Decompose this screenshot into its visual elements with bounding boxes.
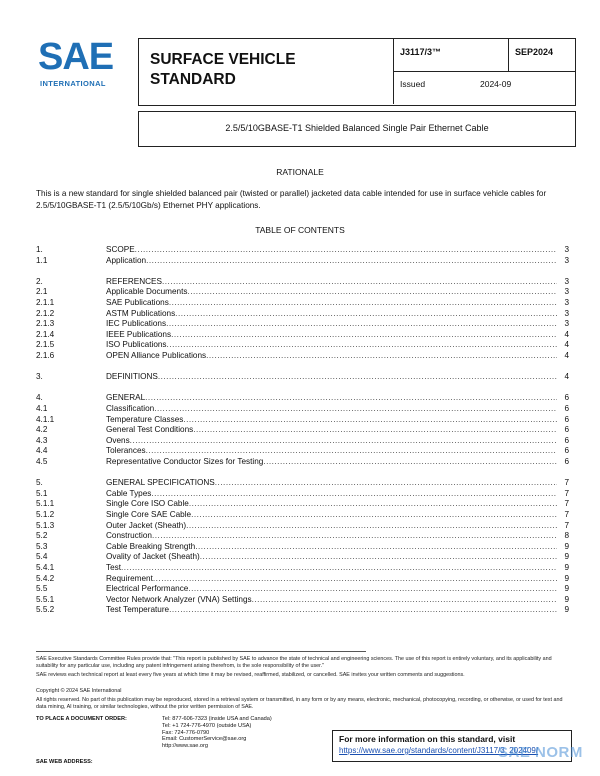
toc-leader-dots xyxy=(151,489,557,499)
toc-entry-number: 5.3 xyxy=(36,541,48,551)
toc-entry-number: 4.4 xyxy=(36,446,48,456)
toc-entry[interactable] xyxy=(36,605,569,615)
toc-entry-title: Classification xyxy=(106,404,155,413)
toc-entry-number: 5.1.1 xyxy=(36,499,55,509)
toc-leader-dots xyxy=(146,256,557,266)
toc-entry-page: 9 xyxy=(564,584,569,594)
header-divider xyxy=(393,71,575,72)
toc-entry-number: 4.5 xyxy=(36,457,48,466)
toc-entry-title: Outer Jacket (Sheath) xyxy=(106,520,187,530)
toc-entry-page: 4 xyxy=(564,351,569,360)
toc-entry-number: 5.1 xyxy=(36,488,48,498)
toc-entry-page: 9 xyxy=(564,563,569,572)
title-line-2: STANDARD xyxy=(150,71,236,88)
toc-leader-dots xyxy=(187,287,557,297)
toc-leader-dots xyxy=(200,552,557,562)
toc-entry-title: Tolerances xyxy=(106,446,146,456)
toc-leader-dots xyxy=(252,595,557,605)
toc-entry-page: 8 xyxy=(564,531,569,541)
toc-entry-number: 2.1.1 xyxy=(36,298,55,307)
toc-leader-dots xyxy=(175,309,557,319)
email-address: Email: CustomerService@sae.org xyxy=(162,736,247,743)
toc-entry-number: 2.1 xyxy=(36,287,48,297)
toc-entry-page: 3 xyxy=(564,298,569,307)
toc-entry[interactable] xyxy=(36,552,569,562)
toc-leader-dots xyxy=(206,351,557,361)
toc-entry-number: 5.2 xyxy=(36,531,48,541)
toc-leader-dots xyxy=(193,425,557,435)
toc-entry[interactable] xyxy=(36,404,569,414)
toc-entry[interactable] xyxy=(36,351,569,361)
toc-entry-page: 7 xyxy=(564,499,569,509)
toc-entry-page: 6 xyxy=(564,393,569,403)
toc-entry[interactable] xyxy=(36,531,569,541)
document-subtitle: 2.5/5/10GBASE-T1 Shielded Balanced Single Pair Ethernet Cable xyxy=(225,123,489,133)
toc-entry-title: Vector Network Analyzer (VNA) Settings xyxy=(106,594,252,604)
toc-entry[interactable] xyxy=(36,340,569,350)
toc-entry-page: 9 xyxy=(564,605,569,615)
toc-entry-number: 4.2 xyxy=(36,425,48,435)
toc-entry[interactable] xyxy=(36,287,569,297)
toc-leader-dots xyxy=(146,446,557,456)
toc-entry-number: 4.1.1 xyxy=(36,414,55,424)
toc-entry[interactable] xyxy=(36,436,569,446)
toc-leader-dots xyxy=(186,521,557,531)
toc-entry-title: ISO Publications xyxy=(106,340,167,350)
toc-entry-page: 6 xyxy=(564,435,569,445)
toc-entry-page: 6 xyxy=(564,425,569,435)
toc-entry-number: 1.1 xyxy=(36,255,48,265)
toc-leader-dots xyxy=(167,340,557,350)
toc-entry-title: SCOPE xyxy=(106,245,135,254)
toc-entry-title: Applicable Documents xyxy=(106,287,188,297)
document-number: J3117/3™ xyxy=(400,47,442,57)
sae-logo-subtext: INTERNATIONAL xyxy=(40,79,106,88)
phone-domestic: Tel: 877-606-7323 (inside USA and Canada) xyxy=(162,716,272,722)
toc-entry[interactable] xyxy=(36,563,569,573)
toc-leader-dots xyxy=(130,436,557,446)
toc-entry[interactable] xyxy=(36,277,569,287)
footer-review-text: SAE reviews each technical report at least every five years at which time it may be revised, reaffirmed, stabilized, or cancelled. SAE invites your written comments and suggestions. xyxy=(36,672,465,678)
toc-entry-number: 5.5 xyxy=(36,584,48,594)
toc-entry-number: 5.5.1 xyxy=(36,594,55,604)
toc-entry-page: 3 xyxy=(564,245,569,254)
toc-entry-number: 5.5.2 xyxy=(36,605,55,615)
toc-leader-dots xyxy=(195,542,557,552)
toc-entry-title: Ovality of Jacket (Sheath) xyxy=(106,552,200,562)
toc-entry-number: 2.1.6 xyxy=(36,351,55,360)
toc-entry-number: 2.1.4 xyxy=(36,329,55,339)
toc-entry-title: Ovens xyxy=(106,435,130,445)
toc-leader-dots xyxy=(191,510,557,520)
order-label: TO PLACE A DOCUMENT ORDER: xyxy=(36,716,127,722)
toc-entry-title: Single Core ISO Cable xyxy=(106,499,189,509)
document-type-title xyxy=(150,50,296,90)
toc-entry-page: 9 xyxy=(564,594,569,604)
toc-entry-number: 5.4.2 xyxy=(36,573,55,583)
toc-entry-page: 4 xyxy=(564,329,569,339)
toc-entry-page: 6 xyxy=(564,446,569,456)
toc-entry[interactable] xyxy=(36,372,569,382)
watermark: SAE NORM xyxy=(498,744,583,761)
toc-leader-dots xyxy=(189,499,557,509)
toc-entry-title: GENERAL xyxy=(106,393,146,403)
order-contacts xyxy=(162,716,272,750)
toc-entry-page: 6 xyxy=(564,457,569,466)
toc-entry-page: 6 xyxy=(564,414,569,424)
toc-entry-title: Test Temperature xyxy=(106,605,170,615)
fax-number: Fax: 724-776-0790 xyxy=(162,729,210,736)
toc-entry[interactable] xyxy=(36,309,569,319)
more-info-title: For more information on this standard, visit xyxy=(339,734,516,744)
toc-entry-page: 9 xyxy=(564,541,569,551)
toc-entry-title: Requirement xyxy=(106,573,153,583)
toc-leader-dots xyxy=(188,584,557,594)
toc-entry-page: 7 xyxy=(564,478,569,488)
toc-entry[interactable] xyxy=(36,584,569,594)
toc-entry-title: Representative Conductor Sizes for Testing xyxy=(106,457,264,466)
toc-entry[interactable] xyxy=(36,595,569,605)
toc-entry-page: 6 xyxy=(564,404,569,413)
toc-entry-number: 5.4 xyxy=(36,552,48,562)
toc-entry-title: SAE Publications xyxy=(106,298,169,307)
toc-leader-dots xyxy=(169,605,557,615)
toc-entry[interactable] xyxy=(36,521,569,531)
toc-entry-page: 3 xyxy=(564,308,569,318)
toc-entry[interactable] xyxy=(36,319,569,329)
issued-label: Issued xyxy=(400,79,426,89)
toc-entry[interactable] xyxy=(36,393,569,403)
toc-leader-dots xyxy=(169,298,557,308)
toc-leader-dots xyxy=(263,457,557,467)
toc-entry-number: 3. xyxy=(36,372,43,382)
toc-entry[interactable] xyxy=(36,478,569,488)
toc-entry-page: 3 xyxy=(564,319,569,329)
rationale-text: This is a new standard for single shielded balanced pair (twisted or parallel) jacketed data cable intended for use in surface vehicle cables for 2.5/5/10GBASE-T1 (2.5/5/10Gb/s) Ethernet PHY applications. xyxy=(36,189,547,210)
toc-entry-title: General Test Conditions xyxy=(106,425,194,435)
toc-leader-dots xyxy=(152,531,557,541)
toc-entry[interactable] xyxy=(36,256,569,266)
toc-heading: TABLE OF CONTENTS xyxy=(255,225,345,235)
more-info-link[interactable]: https://www.sae.org/standards/content/J3117/3_202409/ xyxy=(339,746,539,755)
toc-leader-dots xyxy=(135,245,557,255)
toc-entry-title: Test xyxy=(106,563,122,572)
toc-entry-title: Cable Types xyxy=(106,488,152,498)
toc-entry-page: 7 xyxy=(564,520,569,530)
toc-entry-title: Temperature Classes xyxy=(106,414,184,424)
toc-entry[interactable] xyxy=(36,499,569,509)
toc-entry-number: 2.1.5 xyxy=(36,340,55,350)
phone-international: Tel: +1 724-776-4970 (outside USA) xyxy=(162,722,252,729)
web-address[interactable]: http://www.sae.org xyxy=(162,743,209,750)
web-label: SAE WEB ADDRESS: xyxy=(36,759,93,765)
toc-entry-title: Cable Breaking Strength xyxy=(106,541,196,551)
toc-entry-page: 4 xyxy=(564,372,569,382)
toc-entry-page: 7 xyxy=(564,510,569,519)
toc-entry-title: IEC Publications xyxy=(106,319,167,329)
toc-leader-dots xyxy=(145,393,557,403)
rationale-heading: RATIONALE xyxy=(276,167,324,177)
toc-entry[interactable] xyxy=(36,245,569,255)
title-line-1: SURFACE VEHICLE xyxy=(150,51,296,68)
toc-entry[interactable] xyxy=(36,415,569,425)
toc-leader-dots xyxy=(166,319,557,329)
toc-entry-number: 2. xyxy=(36,276,43,286)
toc-leader-dots xyxy=(121,563,557,573)
toc-entry[interactable] xyxy=(36,298,569,308)
toc-entry-title: ASTM Publications xyxy=(106,308,176,318)
toc-entry-page: 3 xyxy=(564,276,569,286)
toc-entry-page: 9 xyxy=(564,552,569,562)
toc-leader-dots xyxy=(183,415,557,425)
toc-leader-dots xyxy=(171,330,557,340)
document-date: SEP2024 xyxy=(515,47,554,57)
toc-entry-page: 4 xyxy=(564,340,569,350)
toc-leader-dots xyxy=(162,277,557,287)
toc-entry-title: DEFINITIONS xyxy=(106,372,158,382)
toc-entry-number: 4.3 xyxy=(36,435,48,445)
toc-leader-dots xyxy=(215,478,557,488)
toc-entry[interactable] xyxy=(36,510,569,520)
toc-leader-dots xyxy=(154,404,557,414)
toc-entry-title: GENERAL SPECIFICATIONS xyxy=(106,478,215,488)
toc-entry[interactable] xyxy=(36,330,569,340)
issued-value: 2024-09 xyxy=(480,79,512,89)
header-divider xyxy=(508,38,509,71)
toc-entry-number: 4. xyxy=(36,393,43,403)
toc-entry-number: 4.1 xyxy=(36,404,48,413)
toc-entry[interactable] xyxy=(36,457,569,467)
toc-entry[interactable] xyxy=(36,542,569,552)
footer-rights-text: All rights reserved. No part of this publication may be reproduced, stored in a retrieval system or transmitted, in any form or by any means, electronic, mechanical, photocopying, recording, or otherwise, or used for text and data mining, AI training, or similar technologies, without the prior written permission of SAE. xyxy=(36,697,563,710)
toc-entry-title: OPEN Alliance Publications xyxy=(106,351,207,360)
toc-entry-title: Single Core SAE Cable xyxy=(106,510,192,519)
toc-entry-page: 3 xyxy=(564,255,569,265)
toc-entry-title: Electrical Performance xyxy=(106,584,189,594)
toc-entry[interactable] xyxy=(36,574,569,584)
toc-entry-number: 5.1.2 xyxy=(36,510,55,519)
toc-entry-number: 5.1.3 xyxy=(36,520,55,530)
sae-logo: SAE xyxy=(38,36,114,78)
footer-rule xyxy=(36,651,366,652)
toc-entry[interactable] xyxy=(36,425,569,435)
footer-copyright: Copyright © 2024 SAE International xyxy=(36,688,122,694)
toc-entry-page: 7 xyxy=(564,488,569,498)
toc-entry-title: Construction xyxy=(106,531,152,541)
toc-entry-number: 5.4.1 xyxy=(36,563,55,572)
toc-entry-number: 2.1.2 xyxy=(36,308,55,318)
toc-entry[interactable] xyxy=(36,489,569,499)
toc-entry-number: 5. xyxy=(36,478,43,488)
toc-entry-page: 9 xyxy=(564,573,569,583)
toc-entry-page: 3 xyxy=(564,287,569,297)
toc-entry-title: Application xyxy=(106,255,147,265)
toc-entry-number: 1. xyxy=(36,245,43,254)
toc-entry-title: REFERENCES xyxy=(106,276,162,286)
toc-leader-dots xyxy=(158,372,557,382)
toc-entry-number: 2.1.3 xyxy=(36,319,55,329)
toc-entry-title: IEEE Publications xyxy=(106,329,172,339)
toc-entry[interactable] xyxy=(36,446,569,456)
footer-rules-text: SAE Executive Standards Committee Rules provide that: "This report is published by SAE to advance the state of technical and engineering sciences. The use of this report is entirely voluntary, and its applicability and suitability for any particular use, including any patent infringement arising therefrom, is the sole responsibility of the user." xyxy=(36,656,552,669)
toc-leader-dots xyxy=(153,574,557,584)
